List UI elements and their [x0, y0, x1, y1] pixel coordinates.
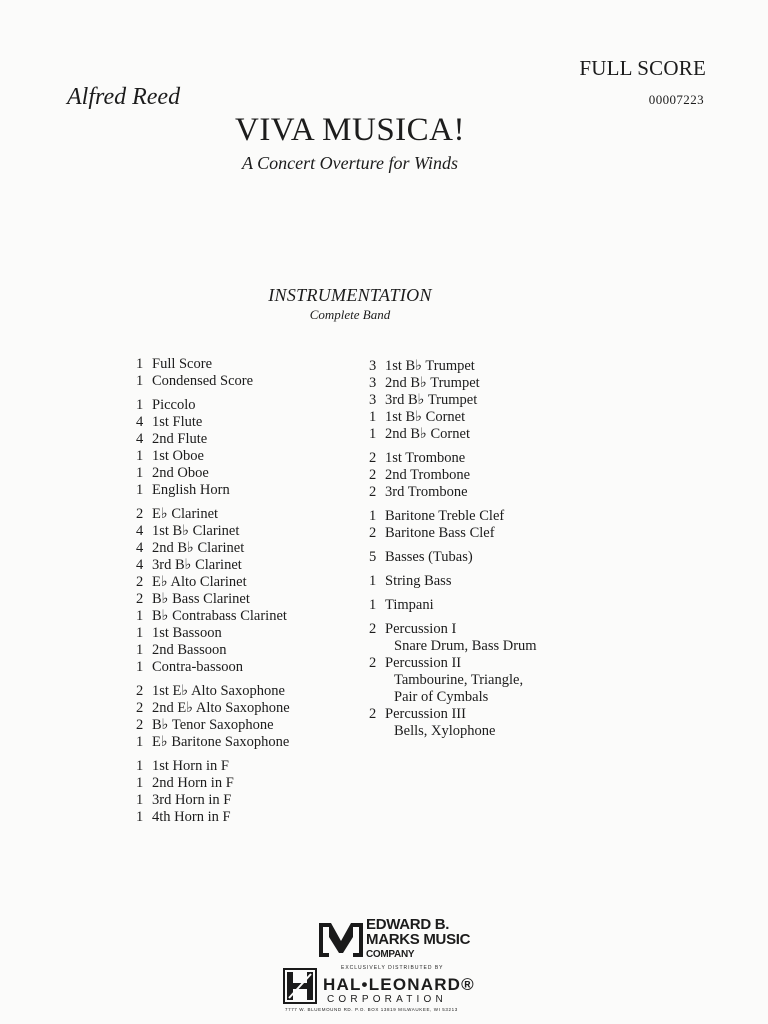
- instrument-quantity: 1: [136, 659, 144, 675]
- logo-line-2: MARKS MUSIC: [366, 931, 471, 948]
- instrument-name: Percussion I: [385, 621, 457, 637]
- instrument-row: [136, 792, 290, 809]
- instrument-name: Timpani: [385, 597, 434, 613]
- distributed-by-label: EXCLUSIVELY DISTRIBUTED BY: [341, 965, 444, 971]
- instrument-row: [136, 734, 290, 751]
- instrument-quantity: 2: [136, 683, 144, 699]
- instrument-name: E♭ Alto Clarinet: [152, 574, 247, 590]
- instrument-quantity: 2: [136, 700, 144, 716]
- instrument-name: B♭ Contrabass Clarinet: [152, 608, 287, 624]
- instrument-quantity: 1: [136, 792, 144, 808]
- instrument-row: [369, 450, 537, 467]
- instrument-name: 1st E♭ Alto Saxophone: [152, 683, 285, 699]
- instrument-row: [369, 375, 537, 392]
- instrument-row: [369, 467, 537, 484]
- instrument-row: [136, 448, 290, 465]
- instrument-list-right: [369, 358, 537, 747]
- instrument-detail: Snare Drum, Bass Drum: [394, 638, 537, 654]
- instrument-row: [136, 356, 290, 373]
- instrument-row: [136, 557, 290, 574]
- instrument-row: [369, 549, 537, 566]
- instrument-quantity: 1: [136, 373, 144, 389]
- instrument-row: [136, 642, 290, 659]
- instrument-row: [136, 700, 290, 717]
- logo-line-1: EDWARD B.: [366, 916, 450, 933]
- work-title: VIVA MUSICA!: [234, 112, 465, 148]
- instrument-quantity: 1: [136, 625, 144, 641]
- instrument-quantity: 1: [136, 448, 144, 464]
- instrument-row: [136, 397, 290, 414]
- instrument-quantity: 1: [369, 597, 377, 613]
- instrument-name: 1st Trombone: [385, 450, 466, 466]
- instrument-group: [136, 506, 290, 676]
- publisher-address: 7777 W. BLUEMOUND RD. P.O. BOX 13819 MILWAUKEE, WI 53213: [285, 1007, 458, 1012]
- instrument-row: [136, 809, 290, 826]
- instrument-name: 4th Horn in F: [152, 809, 231, 825]
- instrument-row: [136, 775, 290, 792]
- instrument-name: 3rd Trombone: [385, 484, 468, 500]
- instrument-quantity: 1: [136, 734, 144, 750]
- instrument-group: [369, 597, 537, 614]
- instrument-name: 2nd Trombone: [385, 467, 471, 483]
- instrument-row: [136, 523, 290, 540]
- instrument-group: [369, 621, 537, 740]
- instrument-row: [136, 482, 290, 499]
- instrument-name: 1st B♭ Clarinet: [152, 523, 240, 539]
- instrument-row: [369, 525, 537, 542]
- instrument-row: [136, 625, 290, 642]
- instrument-name: 3rd Horn in F: [152, 792, 232, 808]
- instrument-group: [369, 549, 537, 566]
- instrument-name: 2nd B♭ Cornet: [385, 426, 470, 442]
- instrument-group: [369, 508, 537, 542]
- instrument-name: 2nd Bassoon: [152, 642, 227, 658]
- instrument-name: 2nd Oboe: [152, 465, 209, 481]
- instrument-name: E♭ Baritone Saxophone: [152, 734, 290, 750]
- instrument-name: 2nd Horn in F: [152, 775, 234, 791]
- marks-music-wordmark: [366, 917, 470, 962]
- instrument-row: [369, 409, 537, 426]
- instrument-row: [136, 758, 290, 775]
- instrument-name: Baritone Treble Clef: [385, 508, 505, 524]
- instrument-detail: Tambourine, Triangle,: [394, 672, 524, 688]
- edward-b-marks-logo-icon: [317, 919, 365, 959]
- instrument-row: [136, 465, 290, 482]
- instrument-name: String Bass: [385, 573, 452, 589]
- instrument-row: [136, 373, 290, 390]
- instrument-row: [136, 506, 290, 523]
- composer-name: Alfred Reed: [67, 84, 181, 110]
- instrument-quantity: 2: [136, 591, 144, 607]
- instrument-name: Piccolo: [152, 397, 196, 413]
- instrument-quantity: 1: [369, 573, 377, 589]
- instrument-row: [369, 358, 537, 375]
- instrument-quantity: 2: [369, 525, 377, 541]
- instrument-quantity: 3: [369, 392, 377, 408]
- instrument-name: English Horn: [152, 482, 230, 498]
- instrumentation-heading: INSTRUMENTATION: [268, 285, 432, 305]
- instrument-name: 1st Flute: [152, 414, 203, 430]
- hal-leonard-logo-icon: [283, 968, 317, 1004]
- instrument-quantity: 1: [136, 465, 144, 481]
- instrument-name: 1st B♭ Cornet: [385, 409, 466, 425]
- instrument-quantity: 2: [369, 655, 377, 671]
- instrument-row: [136, 414, 290, 431]
- instrument-quantity: 1: [136, 809, 144, 825]
- instrument-quantity: 4: [136, 431, 144, 447]
- instrument-name: 1st Oboe: [152, 448, 204, 464]
- instrument-quantity: 2: [369, 621, 377, 637]
- instrument-name: E♭ Clarinet: [152, 506, 219, 522]
- instrument-group: [136, 758, 290, 826]
- instrument-row: [369, 573, 537, 590]
- instrument-name: B♭ Bass Clarinet: [152, 591, 250, 607]
- instrument-row: [136, 717, 290, 734]
- instrument-quantity: 2: [369, 450, 377, 466]
- instrument-quantity: 3: [369, 375, 377, 391]
- full-score-label: FULL SCORE: [579, 56, 706, 80]
- instrument-quantity: 2: [369, 706, 377, 722]
- instrument-quantity: 5: [369, 549, 377, 565]
- publisher-logos: [283, 915, 493, 1015]
- instrument-row: [369, 706, 537, 723]
- instrument-quantity: 1: [369, 508, 377, 524]
- instrument-quantity: 1: [136, 758, 144, 774]
- instrument-group: [136, 356, 290, 390]
- instrument-row: [369, 426, 537, 443]
- instrument-row: [369, 484, 537, 501]
- hal-leonard-corporation: CORPORATION: [327, 994, 447, 1005]
- instrument-quantity: 1: [136, 356, 144, 372]
- instrument-quantity: 2: [136, 717, 144, 733]
- instrument-quantity: 1: [136, 482, 144, 498]
- instrument-row: [369, 621, 537, 638]
- instrument-row: [136, 591, 290, 608]
- catalog-number: 00007223: [648, 92, 704, 107]
- instrument-name: 1st B♭ Trumpet: [385, 358, 475, 374]
- instrument-row: [136, 659, 290, 676]
- instrument-group: [369, 450, 537, 501]
- instrument-quantity: 2: [369, 467, 377, 483]
- instrument-name: Percussion III: [385, 706, 466, 722]
- instrument-group: [369, 358, 537, 443]
- instrument-name: 1st Bassoon: [152, 625, 222, 641]
- instrument-name: Basses (Tubas): [385, 549, 473, 565]
- logo-line-3: COMPANY: [366, 949, 415, 960]
- instrument-quantity: 1: [136, 397, 144, 413]
- instrument-detail: Bells, Xylophone: [394, 723, 496, 739]
- instrument-quantity: 1: [136, 608, 144, 624]
- instrument-group: [369, 573, 537, 590]
- instrument-name: 2nd Flute: [152, 431, 208, 447]
- instrument-row: [369, 508, 537, 525]
- instrument-list-left: [136, 356, 290, 833]
- instrument-name: Contra-bassoon: [152, 659, 244, 675]
- instrument-name: 2nd B♭ Trumpet: [385, 375, 480, 391]
- instrument-detail: Pair of Cymbals: [394, 689, 489, 705]
- instrument-name: Full Score: [152, 356, 213, 372]
- instrument-row: [369, 655, 537, 672]
- instrument-quantity: 3: [369, 358, 377, 374]
- instrument-quantity: 2: [136, 506, 144, 522]
- instrument-name: 2nd B♭ Clarinet: [152, 540, 245, 556]
- instrument-group: [136, 683, 290, 751]
- instrument-row: [136, 574, 290, 591]
- work-subtitle: A Concert Overture for Winds: [242, 153, 458, 173]
- instrument-quantity: 4: [136, 540, 144, 556]
- instrument-group: [136, 397, 290, 499]
- instrument-quantity: 1: [136, 642, 144, 658]
- instrument-name: 1st Horn in F: [152, 758, 229, 774]
- instrument-quantity: 1: [136, 775, 144, 791]
- instrumentation-subheading: Complete Band: [309, 307, 391, 322]
- instrument-quantity: 1: [369, 409, 377, 425]
- instrument-quantity: 4: [136, 414, 144, 430]
- instrument-row: [369, 392, 537, 409]
- instrument-quantity: 1: [369, 426, 377, 442]
- instrument-quantity: 2: [369, 484, 377, 500]
- instrument-name: Percussion II: [385, 655, 462, 671]
- instrument-quantity: 4: [136, 523, 144, 539]
- instrument-row: [136, 540, 290, 557]
- instrument-name: 3rd B♭ Clarinet: [152, 557, 242, 573]
- hal-leonard-name: HAL•LEONARD®: [323, 975, 475, 994]
- instrument-row: [136, 431, 290, 448]
- instrument-row: [136, 683, 290, 700]
- instrument-quantity: 4: [136, 557, 144, 573]
- instrument-name: Baritone Bass Clef: [385, 525, 495, 541]
- instrument-name: 3rd B♭ Trumpet: [385, 392, 478, 408]
- instrument-quantity: 2: [136, 574, 144, 590]
- instrument-name: Condensed Score: [152, 373, 254, 389]
- instrument-row: [369, 597, 537, 614]
- instrument-name: 2nd E♭ Alto Saxophone: [152, 700, 290, 716]
- instrument-name: B♭ Tenor Saxophone: [152, 717, 274, 733]
- instrument-row: [136, 608, 290, 625]
